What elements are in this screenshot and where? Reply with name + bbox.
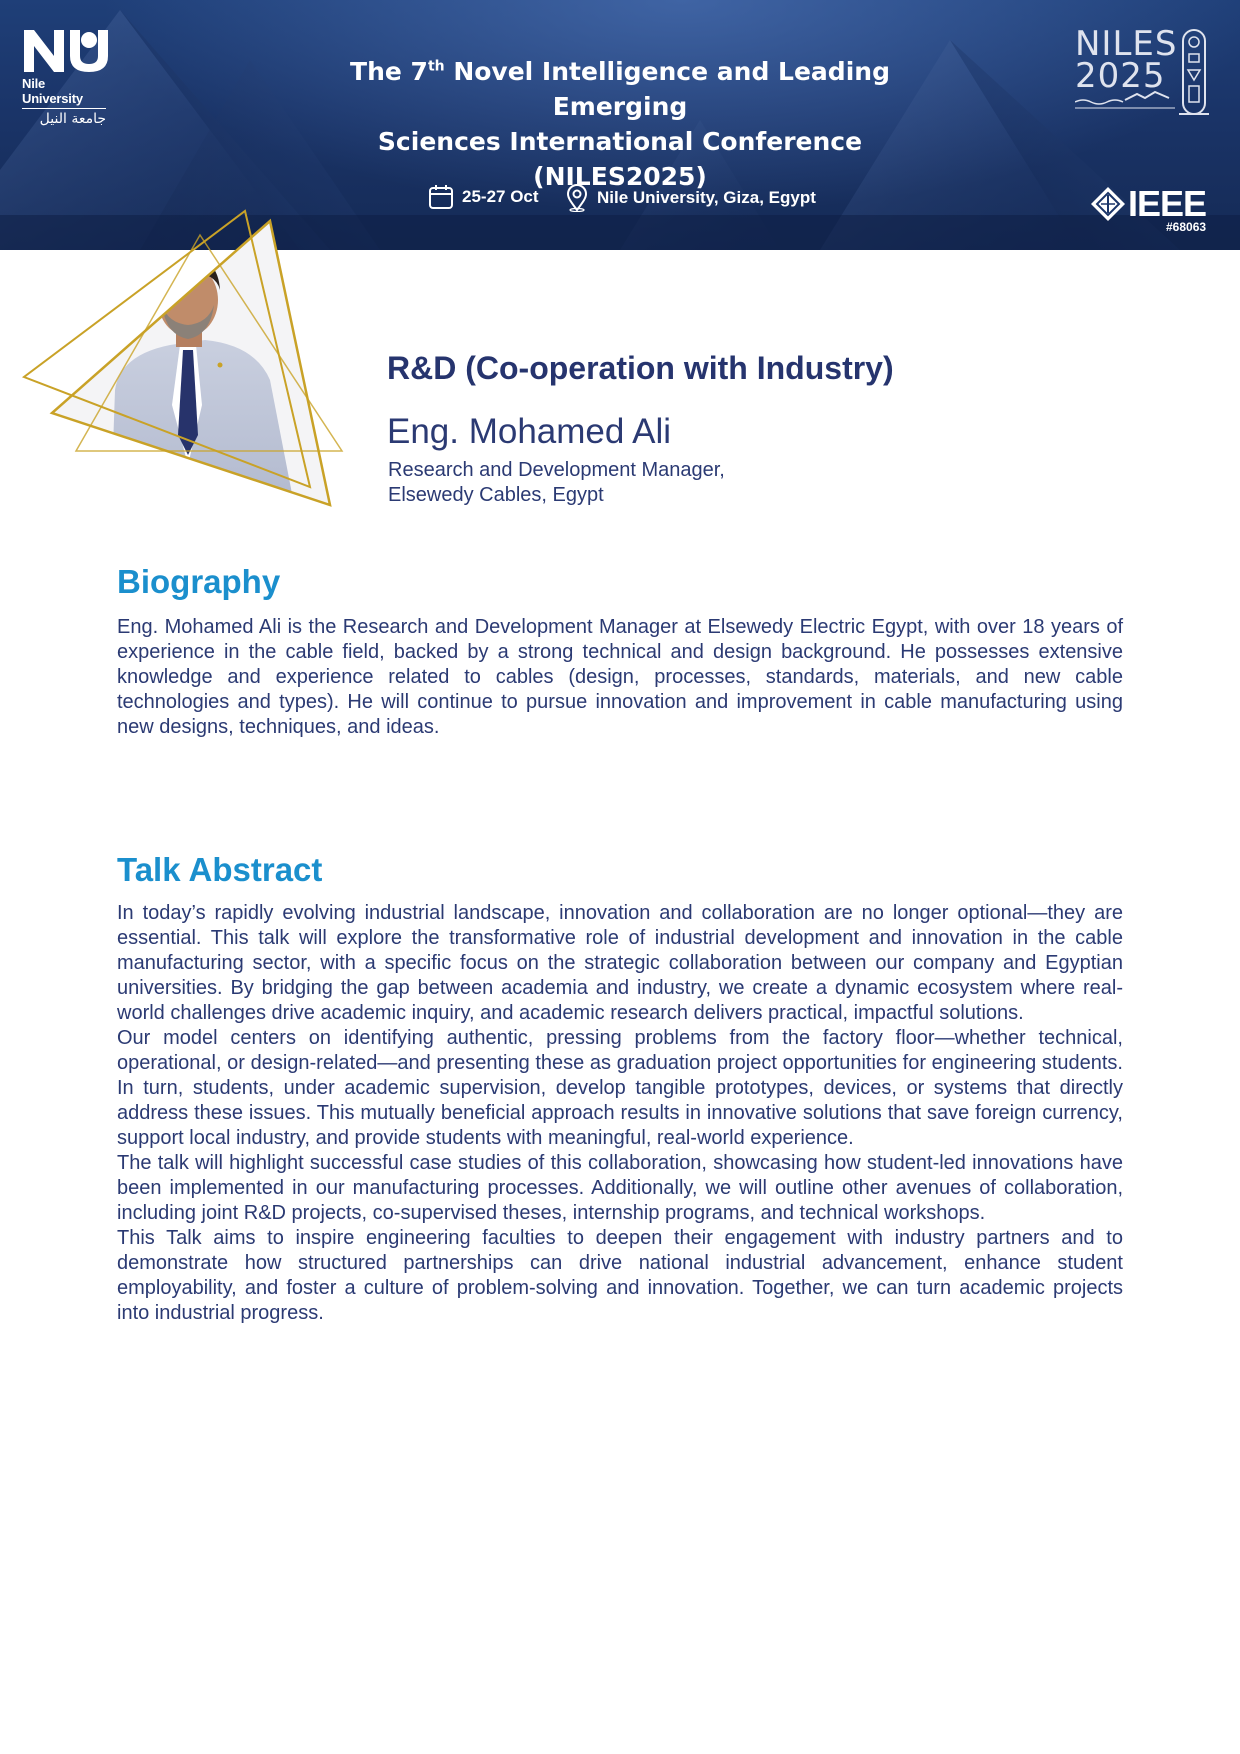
abstract-paragraph: In today’s rapidly evolving industrial landscape, innovation and collaboration are no longer optional—they are essential. This talk will explore the transformative role of industrial development and innovation in the cable manufacturing sector, with a specific focus on the strategic collaboration between our company and Egyptian universities. By bridging the gap between academia and industry, we create a dynamic ecosystem where real-world challenges drive academic inquiry, and academic research delivers practical, impactful solutions. — [117, 902, 1123, 1024]
abstract-paragraph: The talk will highlight successful case studies of this collaboration, showcasing how student-led innovations have been implemented in our manufacturing processes. Additionally, we will outline other avenues of collaboration, including joint R&D projects, co-supervised theses, internship programs, and technical workshops. — [117, 1152, 1123, 1224]
university-name-arabic: جامعة النيل — [39, 111, 106, 127]
ieee-diamond-icon — [1090, 186, 1126, 222]
abstract-paragraph: This Talk aims to inspire engineering faculties to deepen their engagement with industry partners and to demonstrate how structured partnerships can drive national industrial advancement, enhance student employability, and foster a culture of problem-solving and innovation. Together, we can turn academic projects into industrial progress. — [117, 1227, 1123, 1324]
speaker-affiliation — [388, 458, 725, 508]
cartouche-icon — [1075, 24, 1215, 118]
talk-track-title: R&D (Co-operation with Industry) — [387, 350, 894, 386]
conference-title-line1: The 7th Novel Intelligence and Leading Emerging — [350, 57, 890, 121]
ieee-conference-number: #68063 — [1166, 220, 1207, 234]
conference-date — [428, 184, 539, 210]
speaker-photo — [20, 205, 350, 535]
biography-text: Eng. Mohamed Ali is the Research and Development Manager at Elsewedy Electric Egypt, with over 18 years of experience in the cable field, backed by a strong technical and design background. He possesses extensive knowledge and experience related to cables (design, processes, standards, materials, and new cable technologies and types). He will continue to pursue innovation and improvement in cable manufacturing using new designs, techniques, and ideas. — [117, 616, 1123, 738]
speaker-name: Eng. Mohamed Ali — [387, 412, 672, 451]
location-pin-icon — [565, 184, 589, 212]
conference-title-line3: (NILES2025) — [533, 162, 707, 191]
conference-location — [565, 184, 816, 212]
abstract-paragraph: Our model centers on identifying authentic, pressing problems from the factory floor—whether technical, operational, or design-related—and presenting these as graduation project opportunities for engineering students. In turn, students, under academic supervision, develop tangible prototypes, devices, or systems that directly address these issues. This mutually beneficial approach results in innovative solutions that save foreign currency, support local industry, and provide students with meaningful, real-world experience. — [117, 1027, 1123, 1149]
university-name: Nile University — [22, 76, 106, 109]
speaker-role-line2: Elsewedy Cables, Egypt — [388, 484, 604, 506]
niles-logo-text: NILES 2025 — [1075, 24, 1178, 96]
conference-title — [300, 54, 940, 194]
location-text: Nile University, Giza, Egypt — [597, 188, 816, 207]
ieee-wordmark: IEEE — [1128, 183, 1207, 224]
niles2025-logo — [1075, 24, 1215, 118]
date-text: 25-27 Oct — [462, 187, 539, 206]
conference-title-line2: Sciences International Conference — [377, 127, 863, 156]
abstract-heading: Talk Abstract — [117, 851, 323, 888]
biography-heading: Biography — [117, 563, 281, 600]
ieee-logo — [1090, 183, 1207, 234]
calendar-icon — [428, 184, 454, 210]
nu-monogram-icon — [22, 26, 108, 74]
speaker-role-line1: Research and Development Manager, — [388, 459, 725, 481]
nile-university-logo — [22, 26, 112, 127]
abstract-text — [117, 901, 1123, 1326]
